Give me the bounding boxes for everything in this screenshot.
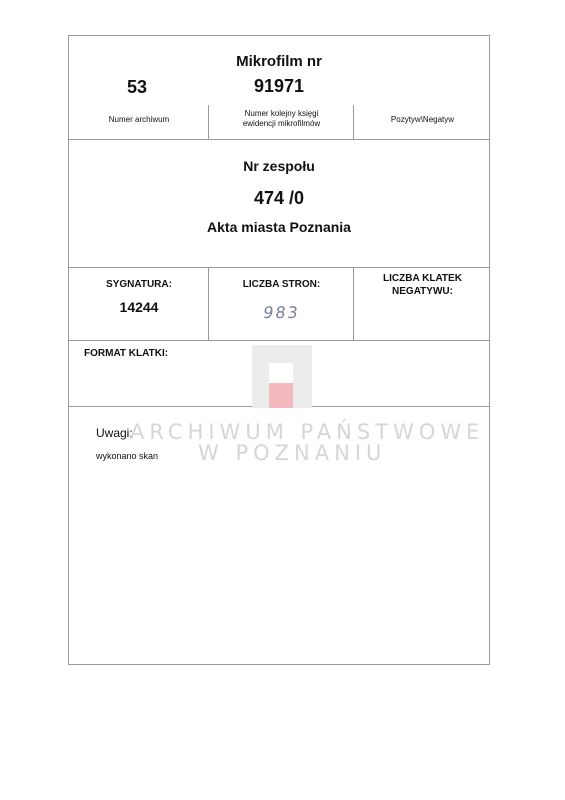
watermark-text-line2: W POZNANIU [198,441,387,465]
logo-red-block [269,383,293,408]
divider [353,105,354,139]
negative-frames-label-line1: LICZBA KLATEK [383,273,462,284]
section-divider [69,139,489,140]
archive-logo-watermark [252,345,312,408]
negative-frames-label-line2: NEGATYWU: [392,286,453,297]
signature-value: 14244 [119,299,159,315]
logo-white-block [269,363,293,383]
archive-number: 53 [127,77,148,97]
pages-value: 983 [261,303,302,322]
negative-frames-label [354,272,491,298]
microfilm-label: Mikrofilm nr [236,53,322,70]
register-number-caption [209,109,354,129]
fonds-name: Akta miasta Poznania [207,219,351,235]
positive-negative-caption: Pozytyw\Negatyw [390,115,455,124]
notes-label: Uwagi: [96,426,133,440]
watermark-text-line1: ARCHIWUM PAŃSTWOWE [130,420,485,444]
fonds-label: Nr zespołu [243,158,315,174]
signature-label: SYGNATURA: [106,279,172,290]
section-divider [69,340,489,341]
register-number-caption-line2: ewidencji mikrofilmów [242,119,321,128]
pages-label: LICZBA STRON: [242,279,321,290]
section-divider [69,267,489,268]
notes-text: wykonano skan [96,451,159,461]
archive-number-caption: Numer archiwum [108,115,170,124]
fonds-number: 474 /0 [253,188,305,208]
register-number-caption-line1: Numer kolejny księgi [244,109,319,118]
frame-format-label: FORMAT KLATKI: [84,348,169,359]
microfilm-number: 91971 [253,76,305,96]
divider [208,105,209,139]
